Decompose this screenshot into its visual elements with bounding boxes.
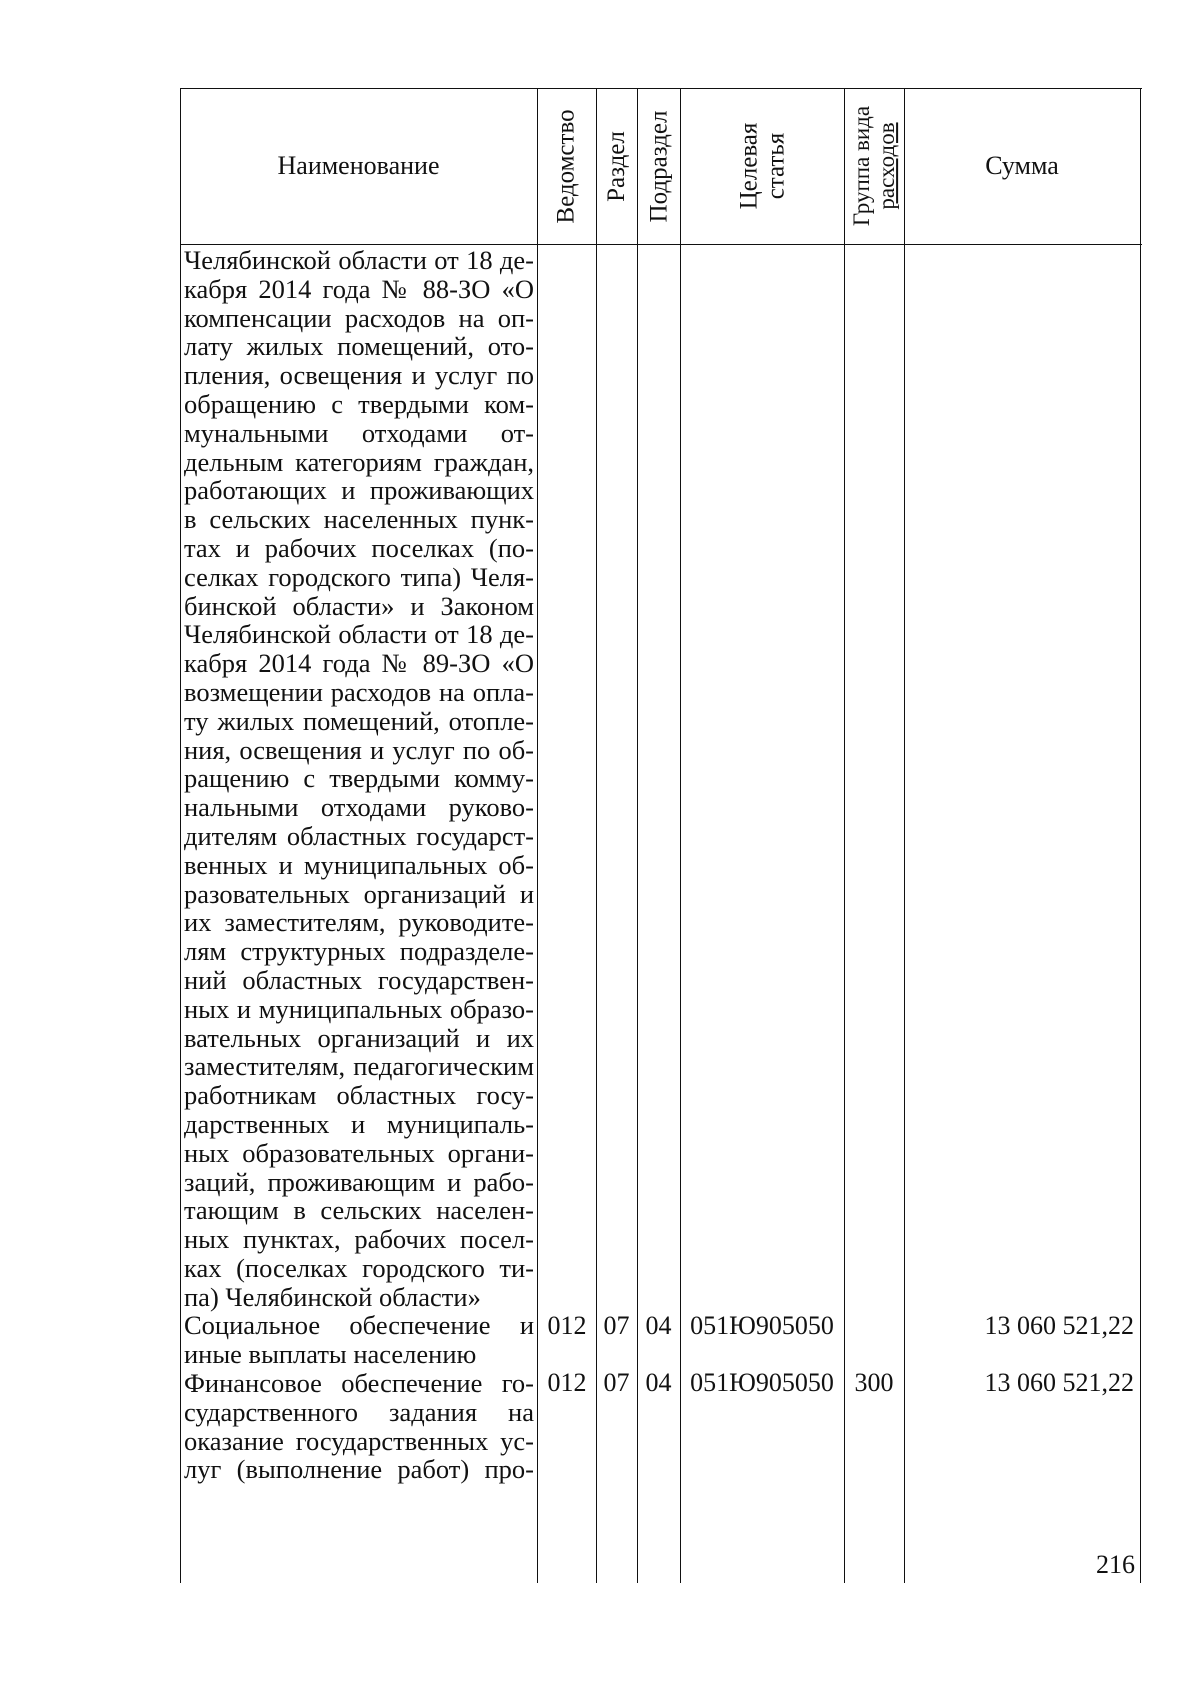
header-target-cell: [680, 88, 844, 244]
header-department-cell: [537, 88, 596, 244]
header-name: Наименование: [277, 151, 440, 180]
name-column: [184, 246, 534, 1484]
budget-table: [180, 88, 1142, 1583]
row-name-2: Финансовое обеспечение го- сударственного задания на оказание государственных ус- луг (выполнение работ) про-: [184, 1368, 534, 1485]
header-section-cell: [596, 88, 637, 244]
header-name-cell: [180, 88, 537, 244]
row-name-0: Челябинской области от 18 де- кабря 2014 года № 88-ЗО «О компенсации расходов на оп- лату жилых помещений, ото- пления, освещения и услуг по обращению с твердыми ком- мунальными отходами от- дельным категориям граждан, работающих и проживающих в сельских населенных пунк- тах и рабочих поселках (по- селках городского типа) Челя- бинской области» и Законом Челябинской области от 18 де- кабря 2014 года № 89-ЗО «О возмещении расходов на опла- ту жилых помещений, отопле- ния, освещения и услуг по об- ращению с твердыми комму- нальными отходами руково- дителям областных государст- венных и муниципальных об- разовательных организаций и их заместителям, руководите- лям структурных подразделе- ний областных государствен- ных и муниципальных образо- вательных организаций и их заместителям, педагогическим работникам областных госу- дарственных и муниципаль- ных образовательных органи- заций, проживающим и рабо- тающим в сельских населен- ных пунктах, рабочих посел- ках (поселках городского ти- па) Челябинской области»: [184, 245, 534, 1312]
border-right: [1140, 88, 1141, 1583]
header-expense-group-cell: [844, 88, 904, 244]
row-1-section: 07: [603, 1368, 630, 1397]
header-sum-cell: [904, 88, 1140, 244]
column-divider: [637, 88, 638, 1583]
column-divider: [844, 88, 845, 1583]
row-1-target: 051Ю905050: [690, 1368, 834, 1397]
column-divider: [537, 88, 538, 1583]
row-1-subsection: 04: [645, 1368, 672, 1397]
row-0-target: 051Ю905050: [690, 1311, 834, 1340]
column-divider: [904, 88, 905, 1583]
column-divider: [596, 88, 597, 1583]
border-left: [180, 88, 181, 1583]
row-1-sum: 13 060 521,22: [984, 1368, 1134, 1397]
column-divider: [680, 88, 681, 1583]
header-subsection-cell: [637, 88, 680, 244]
header-subsection: Подраздел: [645, 110, 672, 222]
header-section: Раздел: [603, 130, 630, 202]
row-0-department: 012: [547, 1311, 587, 1340]
row-name-1: Социальное обеспечение и иные выплаты населению: [184, 1310, 534, 1370]
row-1-department: 012: [547, 1368, 587, 1397]
page-number: 216: [1096, 1550, 1135, 1579]
row-0-section: 07: [603, 1311, 630, 1340]
row-1-expense-group: 300: [854, 1368, 894, 1397]
header-sum: Сумма: [985, 151, 1059, 180]
header-department: Ведомство: [553, 108, 581, 224]
header-expense-group: Группа вида расходов: [849, 105, 900, 227]
row-0-subsection: 04: [645, 1311, 672, 1340]
row-0-sum: 13 060 521,22: [984, 1311, 1134, 1340]
header-target: Целевая статья: [734, 122, 789, 210]
